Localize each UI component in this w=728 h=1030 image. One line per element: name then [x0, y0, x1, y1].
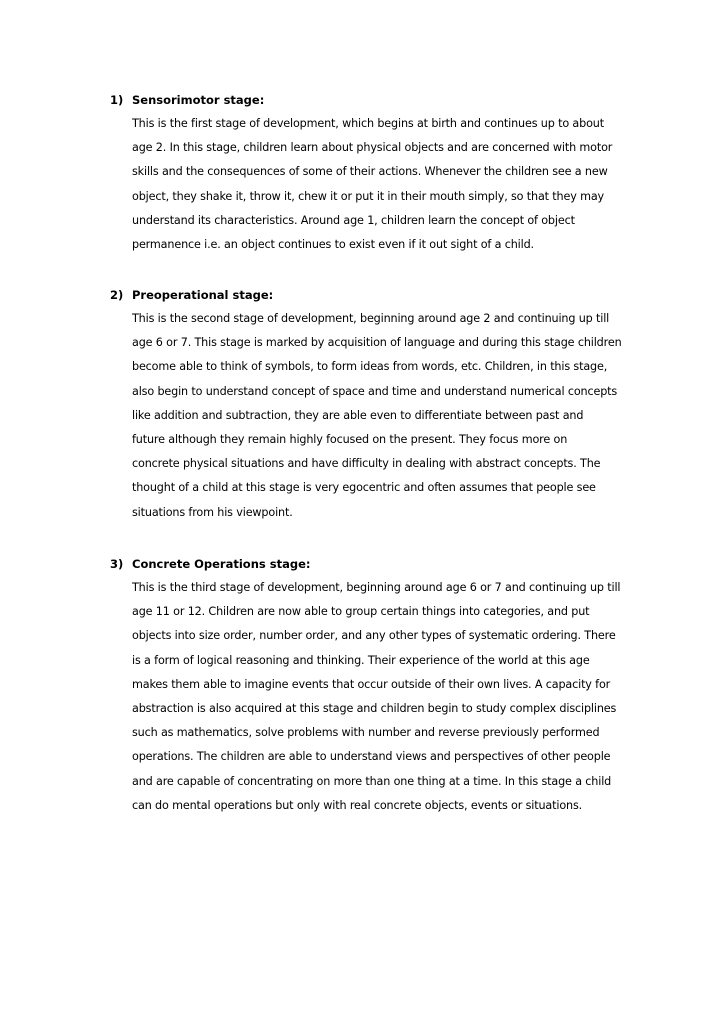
section-preoperational: [110, 283, 630, 525]
section-number: 3): [110, 557, 124, 571]
body-line: also begin to understand concept of space and time and understand numerical concepts: [132, 384, 618, 398]
body-line: object, they shake it, throw it, chew it or put it in their mouth simply, so that they may: [132, 189, 605, 203]
body-line: thought of a child at this stage is very egocentric and often assumes that people see: [132, 481, 596, 495]
body-line: concrete physical situations and have difficulty in dealing with abstract concepts. The: [132, 457, 601, 471]
body-line: understand its characteristics. Around age 1, children learn the concept of object: [132, 213, 575, 227]
section-title: Preoperational stage:: [132, 288, 274, 302]
body-line: future although they remain highly focused on the present. They focus more on: [132, 432, 568, 446]
body-line: makes them able to imagine events that occur outside of their own lives. A capacity for: [132, 677, 611, 691]
section-number: 1): [110, 93, 124, 107]
section-body: [132, 576, 630, 818]
section-heading: [110, 283, 630, 307]
body-line: abstraction is also acquired at this stage and children begin to study complex disciplines: [132, 701, 617, 715]
body-line: objects into size order, number order, and any other types of systematic ordering. There: [132, 629, 616, 643]
body-line: operations. The children are able to understand views and perspectives of other people: [132, 750, 611, 764]
body-line: This is the second stage of development, beginning around age 2 and continuing up till: [132, 312, 610, 325]
section-sensorimotor: [110, 88, 630, 257]
body-line: age 11 or 12. Children are now able to group certain things into categories, and put: [132, 605, 590, 619]
section-title: Sensorimotor stage:: [132, 93, 265, 107]
section-body: [132, 112, 630, 257]
body-line: can do mental operations but only with real concrete objects, events or situations.: [132, 798, 583, 812]
body-line: is a form of logical reasoning and thinking. Their experience of the world at this age: [132, 653, 590, 667]
body-line: skills and the consequences of some of their actions. Whenever the children see a new: [132, 165, 608, 179]
body-line: permanence i.e. an object continues to exist even if it out sight of a child.: [132, 237, 534, 251]
body-line: such as mathematics, solve problems with number and reverse previously performed: [132, 726, 600, 740]
body-line: and are capable of concentrating on more than one thing at a time. In this stage a child: [132, 774, 612, 788]
body-line: like addition and subtraction, they are able even to differentiate between past and: [132, 408, 584, 422]
section-body: [132, 307, 630, 525]
section-heading: [110, 88, 630, 112]
section-heading: [110, 552, 630, 576]
body-line: become able to think of symbols, to form ideas from words, etc. Children, in this stage,: [132, 360, 608, 374]
body-line: age 6 or 7. This stage is marked by acquisition of language and during this stage children: [132, 336, 622, 350]
section-concrete-operations: [110, 552, 630, 818]
body-line: This is the first stage of development, which begins at birth and continues up to about: [132, 117, 604, 130]
body-line: This is the third stage of development, beginning around age 6 or 7 and continuing up till: [132, 581, 621, 594]
body-line: situations from his viewpoint.: [132, 505, 293, 519]
body-line: age 2. In this stage, children learn about physical objects and are concerned with motor: [132, 141, 613, 155]
section-title: Concrete Operations stage:: [132, 557, 311, 571]
section-number: 2): [110, 288, 124, 302]
